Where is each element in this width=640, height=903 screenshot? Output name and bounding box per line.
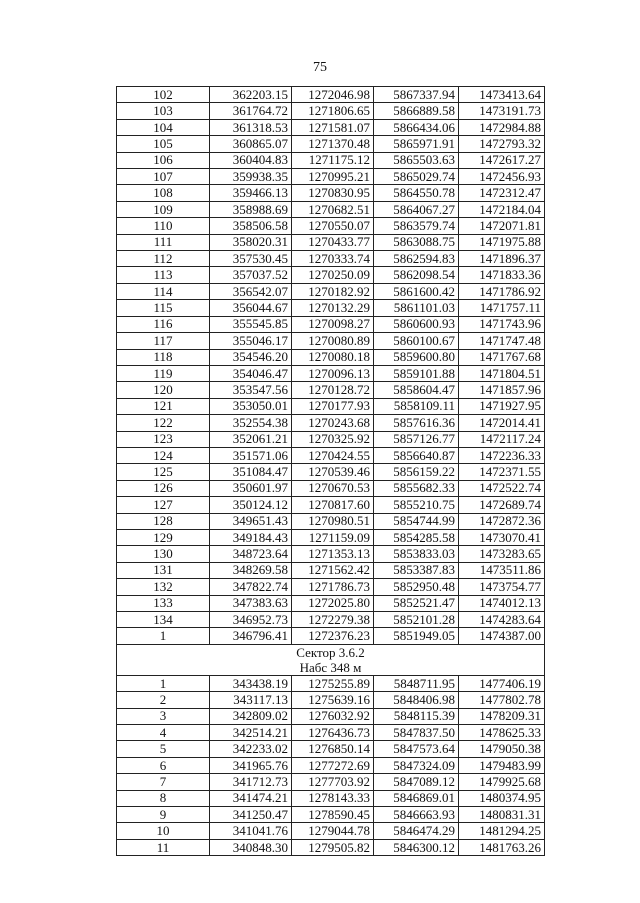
- coordinate-cell: 1270128.72: [292, 382, 374, 398]
- coordinate-cell: 1270433.77: [292, 234, 374, 250]
- sector-height: Набс 348 м: [299, 659, 362, 675]
- coordinate-cell: 1270132.29: [292, 300, 374, 316]
- coordinate-cell: 5859101.88: [374, 365, 459, 381]
- coordinate-cell: 5855682.33: [374, 480, 459, 496]
- coordinate-cell: 1474283.64: [459, 612, 545, 628]
- coordinate-cell: 1481294.25: [459, 823, 545, 839]
- coordinate-cell: 1481763.26: [459, 839, 545, 855]
- coordinate-cell: 1278143.33: [292, 790, 374, 806]
- table-row: [117, 251, 545, 267]
- coordinate-cell: 1271370.48: [292, 136, 374, 152]
- coordinate-cell: 5860100.67: [374, 333, 459, 349]
- coordinate-cell: 5863088.75: [374, 234, 459, 250]
- coordinate-cell: 5865971.91: [374, 136, 459, 152]
- coordinate-cell: 360865.07: [210, 136, 292, 152]
- coordinate-cell: 1270682.51: [292, 201, 374, 217]
- coordinate-cell: 1478209.31: [459, 708, 545, 724]
- coordinate-cell: 1271175.12: [292, 152, 374, 168]
- table-row: [117, 169, 545, 185]
- coordinate-cell: 1270830.95: [292, 185, 374, 201]
- table-row: [117, 316, 545, 332]
- table-row: [117, 497, 545, 513]
- coordinate-cell: 1279044.78: [292, 823, 374, 839]
- table-row: [117, 234, 545, 250]
- point-number-cell: 5: [117, 741, 210, 757]
- coordinate-cell: 361318.53: [210, 119, 292, 135]
- coordinate-cell: 356044.67: [210, 300, 292, 316]
- coordinate-cell: 361764.72: [210, 103, 292, 119]
- coordinate-cell: 1270182.92: [292, 283, 374, 299]
- coordinate-cell: 1471804.51: [459, 365, 545, 381]
- coordinate-cell: 5856640.87: [374, 447, 459, 463]
- coordinate-cell: 5848711.95: [374, 675, 459, 691]
- coordinate-cell: 1270325.92: [292, 431, 374, 447]
- point-number-cell: 113: [117, 267, 210, 283]
- coordinate-cell: 1277272.69: [292, 757, 374, 773]
- table-row: [117, 300, 545, 316]
- point-number-cell: 123: [117, 431, 210, 447]
- coordinate-cell: 5854744.99: [374, 513, 459, 529]
- table-row: [117, 839, 545, 855]
- coordinate-cell: 5855210.75: [374, 497, 459, 513]
- point-number-cell: 121: [117, 398, 210, 414]
- table-row: [117, 201, 545, 217]
- sector-header-group: [117, 644, 545, 675]
- point-number-cell: 114: [117, 283, 210, 299]
- coordinate-cell: 5857126.77: [374, 431, 459, 447]
- table-row: [117, 579, 545, 595]
- coordinate-cell: 5847837.50: [374, 725, 459, 741]
- coordinate-cell: 1472184.04: [459, 201, 545, 217]
- coordinate-cell: 1276850.14: [292, 741, 374, 757]
- table-row: [117, 103, 545, 119]
- coordinate-cell: 1472617.27: [459, 152, 545, 168]
- coordinate-cell: 1473413.64: [459, 87, 545, 103]
- coordinate-cell: 1477406.19: [459, 675, 545, 691]
- point-number-cell: 117: [117, 333, 210, 349]
- coordinate-cell: 5852950.48: [374, 579, 459, 595]
- coordinate-cell: 1272279.38: [292, 612, 374, 628]
- coordinate-cell: 5866889.58: [374, 103, 459, 119]
- coordinate-cell: 5851949.05: [374, 628, 459, 644]
- coordinate-cell: 1275255.89: [292, 675, 374, 691]
- coordinate-cell: 1270243.68: [292, 415, 374, 431]
- table-row: [117, 692, 545, 708]
- coordinate-cell: 1471833.36: [459, 267, 545, 283]
- coordinate-cell: 341041.76: [210, 823, 292, 839]
- coordinate-cell: 1270098.27: [292, 316, 374, 332]
- coordinate-cell: 1275639.16: [292, 692, 374, 708]
- coordinate-cell: 5860600.93: [374, 316, 459, 332]
- coordinate-cell: 5847324.09: [374, 757, 459, 773]
- coordinate-cell: 1278590.45: [292, 807, 374, 823]
- coordinate-cell: 353547.56: [210, 382, 292, 398]
- coordinate-cell: 354046.47: [210, 365, 292, 381]
- coordinate-cell: 340848.30: [210, 839, 292, 855]
- table-row: [117, 382, 545, 398]
- coordinate-cell: 346952.73: [210, 612, 292, 628]
- coordinate-cell: 1270670.53: [292, 480, 374, 496]
- point-number-cell: 103: [117, 103, 210, 119]
- coordinate-cell: 1271806.65: [292, 103, 374, 119]
- coordinate-cell: 341474.21: [210, 790, 292, 806]
- point-number-cell: 10: [117, 823, 210, 839]
- table-row: [117, 675, 545, 691]
- coordinate-cell: 1271353.13: [292, 546, 374, 562]
- coordinate-cell: 1271786.73: [292, 579, 374, 595]
- coordinate-cell: 5858109.11: [374, 398, 459, 414]
- coordinate-cell: 348269.58: [210, 562, 292, 578]
- coordinate-cell: 1472689.74: [459, 497, 545, 513]
- coordinate-cell: 1270817.60: [292, 497, 374, 513]
- point-number-cell: 109: [117, 201, 210, 217]
- coordinate-cell: 1472456.93: [459, 169, 545, 185]
- coordinate-cell: 1271159.09: [292, 529, 374, 545]
- coordinate-cell: 343438.19: [210, 675, 292, 691]
- point-number-cell: 132: [117, 579, 210, 595]
- coordinate-cell: 1471786.92: [459, 283, 545, 299]
- point-number-cell: 131: [117, 562, 210, 578]
- table-row: [117, 807, 545, 823]
- coordinate-cell: 1270980.51: [292, 513, 374, 529]
- table-row: [117, 87, 545, 103]
- table-row: [117, 431, 545, 447]
- coordinate-cell: 1473754.77: [459, 579, 545, 595]
- coordinate-cell: 341712.73: [210, 774, 292, 790]
- coordinate-cell: 1471757.11: [459, 300, 545, 316]
- coordinate-cell: 1472371.55: [459, 464, 545, 480]
- coordinate-cell: 349184.43: [210, 529, 292, 545]
- coordinate-cell: 1480374.95: [459, 790, 545, 806]
- point-number-cell: 8: [117, 790, 210, 806]
- coordinate-cell: 347383.63: [210, 595, 292, 611]
- coordinate-cell: 1270539.46: [292, 464, 374, 480]
- coordinates-table: [116, 86, 545, 856]
- table-row: [117, 283, 545, 299]
- coordinate-cell: 5846300.12: [374, 839, 459, 855]
- coordinate-cell: 5848115.39: [374, 708, 459, 724]
- coordinate-cell: 1480831.31: [459, 807, 545, 823]
- coordinate-cell: 5862594.83: [374, 251, 459, 267]
- coordinate-cell: 359938.35: [210, 169, 292, 185]
- coordinate-cell: 1270080.89: [292, 333, 374, 349]
- point-number-cell: 3: [117, 708, 210, 724]
- coordinate-cell: 352061.21: [210, 431, 292, 447]
- point-number-cell: 104: [117, 119, 210, 135]
- coordinate-cell: 5846869.01: [374, 790, 459, 806]
- coordinate-cell: 342514.21: [210, 725, 292, 741]
- coordinate-cell: 5856159.22: [374, 464, 459, 480]
- table-row: [117, 708, 545, 724]
- coordinate-cell: 1276032.92: [292, 708, 374, 724]
- table-row: [117, 415, 545, 431]
- table-row: [117, 628, 545, 644]
- coordinate-cell: 5865029.74: [374, 169, 459, 185]
- table-row: [117, 612, 545, 628]
- coordinate-cell: 5862098.54: [374, 267, 459, 283]
- coordinate-cell: 1479483.99: [459, 757, 545, 773]
- point-number-cell: 112: [117, 251, 210, 267]
- coordinate-cell: 351571.06: [210, 447, 292, 463]
- point-number-cell: 7: [117, 774, 210, 790]
- table-row: [117, 136, 545, 152]
- coordinate-cell: 353050.01: [210, 398, 292, 414]
- point-number-cell: 118: [117, 349, 210, 365]
- sector-header: [117, 644, 545, 675]
- coordinate-cell: 341250.47: [210, 807, 292, 823]
- point-number-cell: 133: [117, 595, 210, 611]
- table-row: [117, 267, 545, 283]
- table-row: [117, 562, 545, 578]
- coordinate-cell: 1270995.21: [292, 169, 374, 185]
- coordinate-cell: 342233.02: [210, 741, 292, 757]
- coordinate-cell: 1277703.92: [292, 774, 374, 790]
- coordinate-cell: 342809.02: [210, 708, 292, 724]
- table-row: [117, 119, 545, 135]
- coordinate-cell: 362203.15: [210, 87, 292, 103]
- point-number-cell: 129: [117, 529, 210, 545]
- coordinate-cell: 5847573.64: [374, 741, 459, 757]
- coordinate-cell: 1471747.48: [459, 333, 545, 349]
- point-number-cell: 107: [117, 169, 210, 185]
- point-number-cell: 125: [117, 464, 210, 480]
- coordinate-cell: 5853387.83: [374, 562, 459, 578]
- sector-name: Сектор 3.6.2: [296, 644, 365, 660]
- coordinate-cell: 1270550.07: [292, 218, 374, 234]
- point-number-cell: 1: [117, 675, 210, 691]
- point-number-cell: 124: [117, 447, 210, 463]
- table-row: [117, 447, 545, 463]
- coordinate-cell: 1474387.00: [459, 628, 545, 644]
- coordinate-cell: 1472522.74: [459, 480, 545, 496]
- coordinate-cell: 5847089.12: [374, 774, 459, 790]
- table-row: [117, 774, 545, 790]
- coordinate-cell: 1472872.36: [459, 513, 545, 529]
- coordinate-cell: 5866434.06: [374, 119, 459, 135]
- coordinate-cell: 358506.58: [210, 218, 292, 234]
- point-number-cell: 111: [117, 234, 210, 250]
- coordinate-cell: 1472793.32: [459, 136, 545, 152]
- coordinate-cell: 5857616.36: [374, 415, 459, 431]
- coordinate-cell: 355545.85: [210, 316, 292, 332]
- coordinate-cell: 1270096.13: [292, 365, 374, 381]
- coordinate-cell: 1479050.38: [459, 741, 545, 757]
- coordinate-cell: 1272025.80: [292, 595, 374, 611]
- coordinate-cell: 1471767.68: [459, 349, 545, 365]
- coordinate-cell: 352554.38: [210, 415, 292, 431]
- coordinate-cell: 350124.12: [210, 497, 292, 513]
- coordinate-cell: 1472236.33: [459, 447, 545, 463]
- coordinate-cell: 360404.83: [210, 152, 292, 168]
- coordinate-cell: 356542.07: [210, 283, 292, 299]
- table-row: [117, 741, 545, 757]
- table-row: [117, 790, 545, 806]
- table-row: [117, 365, 545, 381]
- coordinate-cell: 341965.76: [210, 757, 292, 773]
- point-number-cell: 115: [117, 300, 210, 316]
- coordinate-cell: 1473283.65: [459, 546, 545, 562]
- coordinate-cell: 346796.41: [210, 628, 292, 644]
- point-number-cell: 108: [117, 185, 210, 201]
- sector-header-row: [117, 644, 545, 675]
- point-number-cell: 106: [117, 152, 210, 168]
- coordinate-cell: 348723.64: [210, 546, 292, 562]
- coordinate-cell: 1271581.07: [292, 119, 374, 135]
- point-number-cell: 110: [117, 218, 210, 234]
- table-row: [117, 725, 545, 741]
- coordinate-cell: 5859600.80: [374, 349, 459, 365]
- coordinate-cell: 1272376.23: [292, 628, 374, 644]
- page-number: 75: [313, 60, 327, 75]
- coordinate-cell: 5864067.27: [374, 201, 459, 217]
- coordinate-cell: 357037.52: [210, 267, 292, 283]
- coordinate-cell: 1271562.42: [292, 562, 374, 578]
- table-row: [117, 513, 545, 529]
- point-number-cell: 130: [117, 546, 210, 562]
- coordinate-cell: 5852101.28: [374, 612, 459, 628]
- table-row: [117, 480, 545, 496]
- coordinate-cell: 5861101.03: [374, 300, 459, 316]
- coordinate-cell: 5867337.94: [374, 87, 459, 103]
- coordinate-cell: 1272046.98: [292, 87, 374, 103]
- coordinate-cell: 5846663.93: [374, 807, 459, 823]
- table-row: [117, 464, 545, 480]
- coordinate-cell: 1473070.41: [459, 529, 545, 545]
- coordinate-cell: 1270424.55: [292, 447, 374, 463]
- point-number-cell: 120: [117, 382, 210, 398]
- coordinate-cell: 1270080.18: [292, 349, 374, 365]
- point-number-cell: 9: [117, 807, 210, 823]
- point-number-cell: 126: [117, 480, 210, 496]
- coordinate-cell: 5863579.74: [374, 218, 459, 234]
- table-row: [117, 823, 545, 839]
- coordinate-cell: 5861600.42: [374, 283, 459, 299]
- coordinate-cell: 5853833.03: [374, 546, 459, 562]
- coordinate-cell: 5846474.29: [374, 823, 459, 839]
- table-row: [117, 333, 545, 349]
- coordinate-cell: 350601.97: [210, 480, 292, 496]
- coordinate-cell: 1471927.95: [459, 398, 545, 414]
- coordinate-cell: 1473511.86: [459, 562, 545, 578]
- coordinates-rows-before-sector: [117, 87, 545, 645]
- coordinate-cell: 1471975.88: [459, 234, 545, 250]
- coordinate-cell: 1471896.37: [459, 251, 545, 267]
- point-number-cell: 127: [117, 497, 210, 513]
- coordinate-cell: 1279505.82: [292, 839, 374, 855]
- point-number-cell: 1: [117, 628, 210, 644]
- coordinate-cell: 351084.47: [210, 464, 292, 480]
- coordinate-cell: 354546.20: [210, 349, 292, 365]
- table-row: [117, 218, 545, 234]
- coordinate-cell: 5848406.98: [374, 692, 459, 708]
- table-row: [117, 529, 545, 545]
- table-row: [117, 185, 545, 201]
- coordinate-cell: 359466.13: [210, 185, 292, 201]
- coordinate-cell: 1270250.09: [292, 267, 374, 283]
- point-number-cell: 4: [117, 725, 210, 741]
- coordinate-cell: 1471743.96: [459, 316, 545, 332]
- coordinate-cell: 1472984.88: [459, 119, 545, 135]
- coordinate-cell: 5852521.47: [374, 595, 459, 611]
- coordinate-cell: 1472117.24: [459, 431, 545, 447]
- coordinate-cell: 358020.31: [210, 234, 292, 250]
- point-number-cell: 116: [117, 316, 210, 332]
- coordinate-cell: 357530.45: [210, 251, 292, 267]
- coordinate-cell: 343117.13: [210, 692, 292, 708]
- coordinate-cell: 5864550.78: [374, 185, 459, 201]
- table-row: [117, 349, 545, 365]
- coordinate-cell: 5858604.47: [374, 382, 459, 398]
- coordinate-cell: 5865503.63: [374, 152, 459, 168]
- coordinate-cell: 1471857.96: [459, 382, 545, 398]
- coordinate-cell: 355046.17: [210, 333, 292, 349]
- coordinate-cell: 358988.69: [210, 201, 292, 217]
- table-row: [117, 546, 545, 562]
- table-row: [117, 595, 545, 611]
- coordinate-cell: 1472014.41: [459, 415, 545, 431]
- table-row: [117, 398, 545, 414]
- point-number-cell: 2: [117, 692, 210, 708]
- point-number-cell: 105: [117, 136, 210, 152]
- coordinate-cell: 1477802.78: [459, 692, 545, 708]
- coordinate-cell: 349651.43: [210, 513, 292, 529]
- point-number-cell: 128: [117, 513, 210, 529]
- coordinates-rows-after-sector: [117, 675, 545, 855]
- coordinate-cell: 1473191.73: [459, 103, 545, 119]
- point-number-cell: 134: [117, 612, 210, 628]
- coordinate-cell: 347822.74: [210, 579, 292, 595]
- coordinate-cell: 1478625.33: [459, 725, 545, 741]
- point-number-cell: 119: [117, 365, 210, 381]
- coordinate-cell: 1479925.68: [459, 774, 545, 790]
- coordinate-cell: 1472071.81: [459, 218, 545, 234]
- point-number-cell: 122: [117, 415, 210, 431]
- table-row: [117, 152, 545, 168]
- coordinate-cell: 1472312.47: [459, 185, 545, 201]
- coordinate-cell: 1474012.13: [459, 595, 545, 611]
- coordinate-cell: 5854285.58: [374, 529, 459, 545]
- coordinate-cell: 1270177.93: [292, 398, 374, 414]
- coordinate-cell: 1276436.73: [292, 725, 374, 741]
- coordinate-cell: 1270333.74: [292, 251, 374, 267]
- point-number-cell: 6: [117, 757, 210, 773]
- point-number-cell: 102: [117, 87, 210, 103]
- point-number-cell: 11: [117, 839, 210, 855]
- table-row: [117, 757, 545, 773]
